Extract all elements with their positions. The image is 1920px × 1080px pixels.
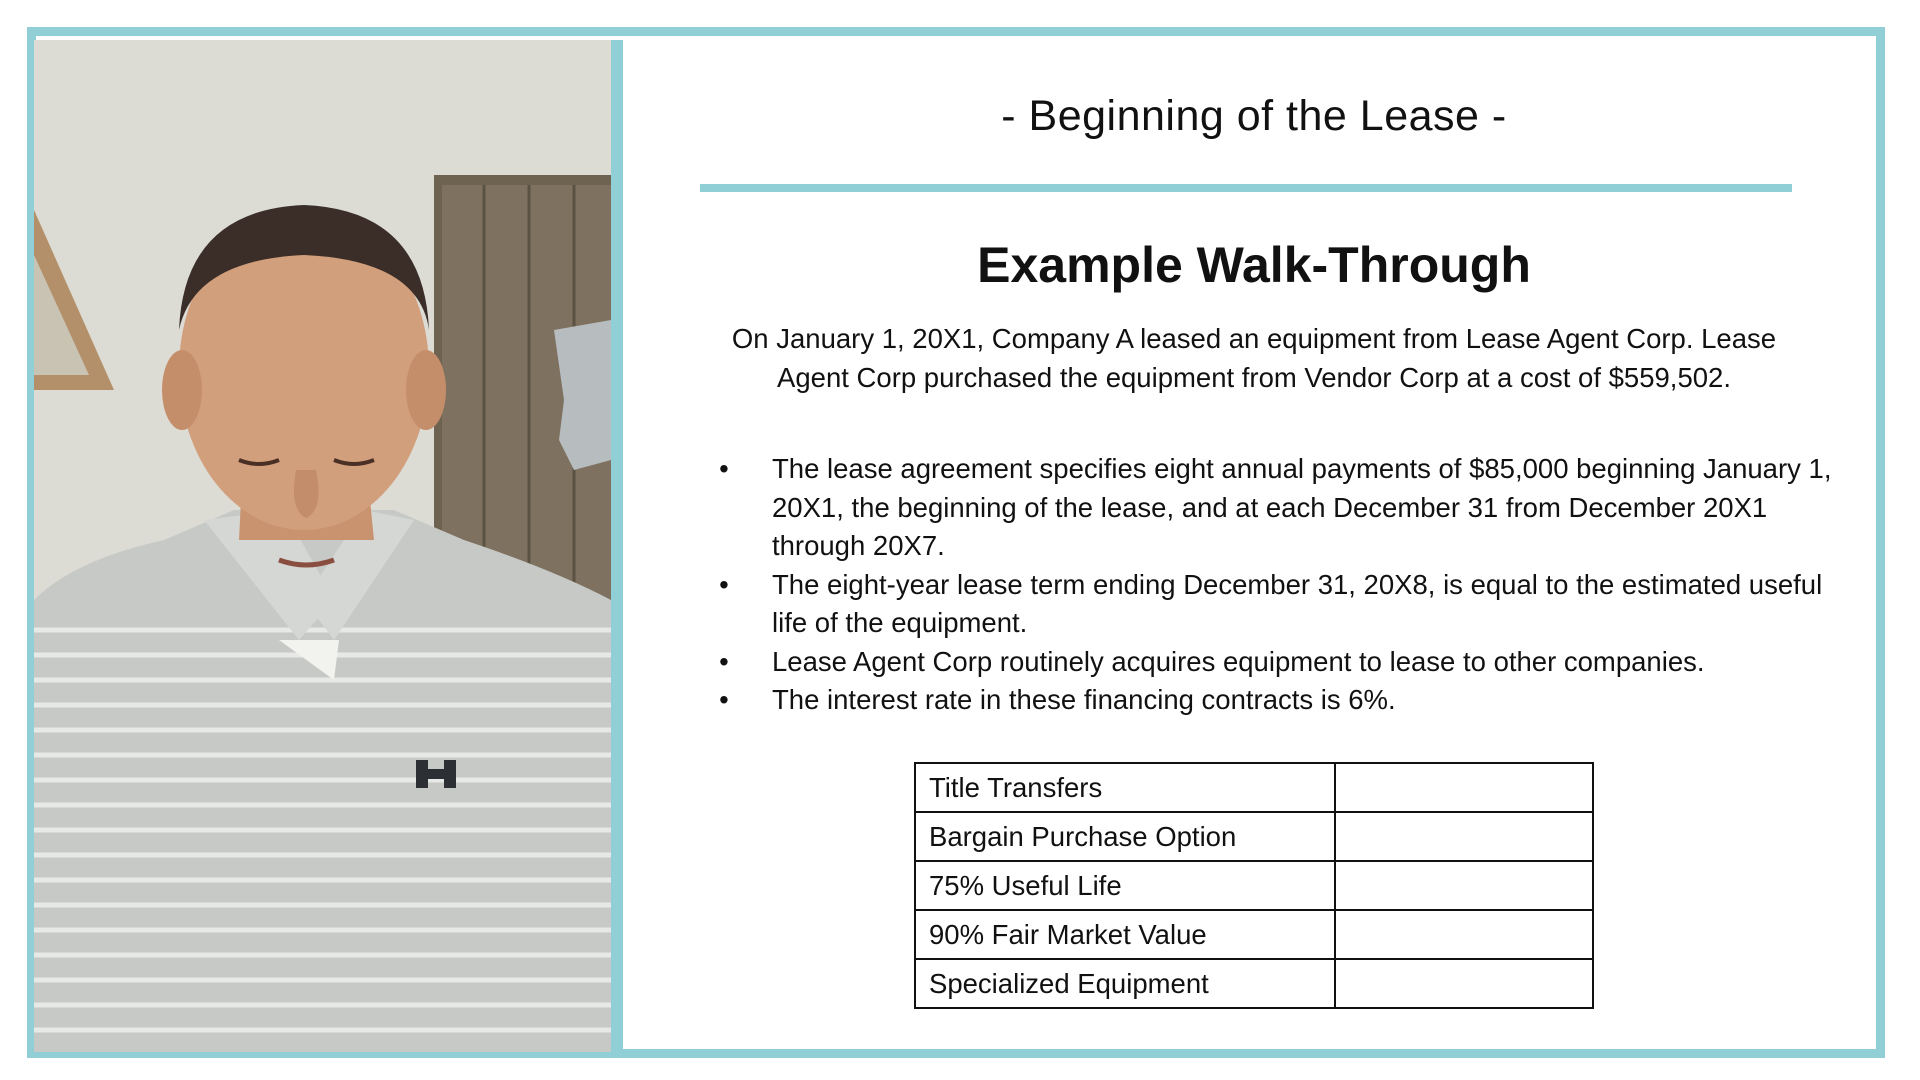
criteria-label: Title Transfers	[915, 763, 1335, 812]
slide-subtitle: - Beginning of the Lease -	[1001, 92, 1507, 140]
criteria-label: 90% Fair Market Value	[915, 910, 1335, 959]
bullet-list	[714, 450, 1844, 720]
presenter-image	[34, 40, 611, 1052]
criteria-value-cell	[1335, 910, 1593, 959]
bullet-text: Lease Agent Corp routinely acquires equipment to lease to other companies.	[772, 645, 1705, 677]
bullet-item	[714, 566, 1844, 643]
criteria-value-cell	[1335, 959, 1593, 1008]
criteria-label: Bargain Purchase Option	[915, 812, 1335, 861]
slide-content	[634, 40, 1874, 1050]
criteria-value-cell	[1335, 812, 1593, 861]
table-row	[915, 763, 1593, 812]
table-row	[915, 861, 1593, 910]
slide-title: Example Walk-Through	[977, 237, 1531, 293]
table-row	[915, 812, 1593, 861]
criteria-value-cell	[1335, 861, 1593, 910]
criteria-label: Specialized Equipment	[915, 959, 1335, 1008]
bullet-marker: •	[719, 684, 729, 715]
bullet-text: The eight-year lease term ending December 31, 20X8, is equal to the estimated useful life of the equipment.	[772, 568, 1823, 638]
lease-criteria-table	[914, 762, 1594, 1009]
table-row	[915, 910, 1593, 959]
bullet-item	[714, 643, 1844, 682]
bullet-marker: •	[719, 453, 729, 484]
criteria-value-cell	[1335, 763, 1593, 812]
bullet-marker: •	[719, 645, 729, 677]
bullet-marker: •	[719, 568, 729, 600]
divider-rule	[700, 184, 1792, 192]
bullet-text: The lease agreement specifies eight annual payments of $85,000 beginning January 1, 20X1, the beginning of the lease, and at each December 31 from December 20X1 through 20X7.	[772, 453, 1832, 561]
presenter-video	[34, 40, 623, 1052]
bullet-item	[714, 681, 1844, 720]
intro-paragraph: On January 1, 20X1, Company A leased an equipment from Lease Agent Corp. Lease Agent Corp purchased the equipment from Vendor Corp at a cost of $559,502.	[731, 323, 1777, 393]
bullet-item	[714, 450, 1844, 566]
bullet-text: The interest rate in these financing contracts is 6%.	[772, 684, 1396, 715]
table-row	[915, 959, 1593, 1008]
criteria-label: 75% Useful Life	[915, 861, 1335, 910]
